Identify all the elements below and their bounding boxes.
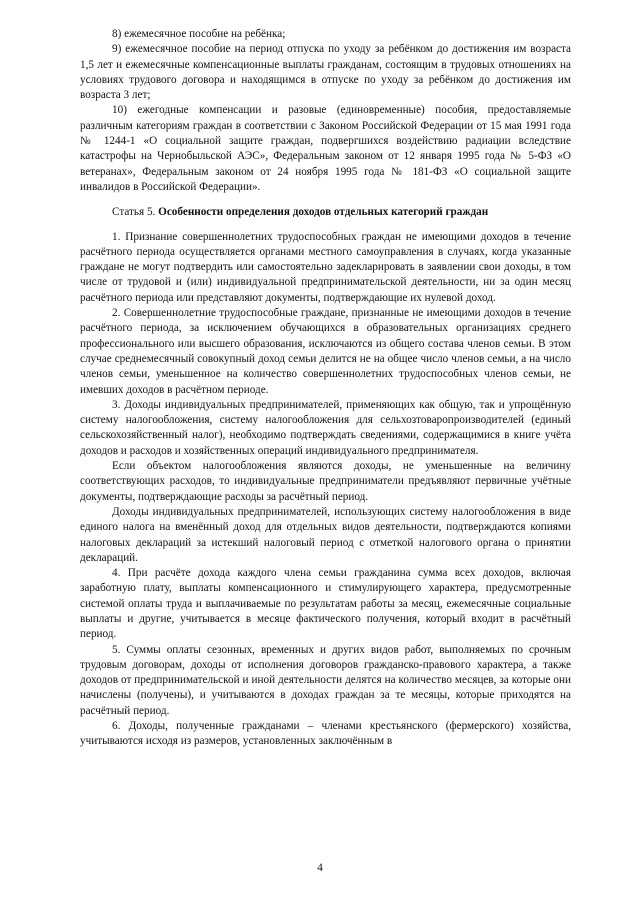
article-paragraph-3: 3. Доходы индивидуальных предпринимателей, применяющих как общую, так и упрощённую систему налогообложения, систему налогообложения для сельхозтоваропроизводителей (единый сельскохозяйственный налог), необходимо подтверждать сведениями, содержащимися в книге учёта доходов и расходов и хозяйственных операций индивидуального предпринимателя. [80, 398, 571, 457]
article-paragraph-3-cont-2: Доходы индивидуальных предпринимателей, использующих систему налогообложения в виде единого налога на вменённый доход для отдельных видов деятельности, подтверждаются копиями налоговых деклараций за истекший налоговый период с отметкой налогового органа о принятии деклараций. [80, 505, 571, 564]
article-paragraph-2: 2. Совершеннолетние трудоспособные граждане, признанные не имеющими доходов в течение расчётного периода, за исключением обучающихся в образовательных организациях среднего профессионального или высшего образования, исключаются из общего состава членов семьи. В этом случае среднемесячный совокупный доход семьи делится не на общее число членов семьи, а на число членов семьи, уменьшенное на количество совершеннолетних трудоспособных членов семьи, не имевших доходов в расчётном периоде. [80, 307, 571, 396]
list-item-9: 9) ежемесячное пособие на период отпуска по уходу за ребёнком до достижения им возраста 1,5 лет и ежемесячные компенсационные выплаты гражданам, состоящим в трудовых отношениях на условиях трудового договора и находящимся в отпуске по уходу за ребёнком до достижения им возраста 3 лет; [80, 43, 571, 102]
article-title: Особенности определения доходов отдельных категорий граждан [158, 206, 489, 219]
list-item-8: 8) ежемесячное пособие на ребёнка; [112, 28, 286, 40]
list-item-10: 10) ежегодные компенсации и разовые (единовременные) пособия, предоставляемые различным категориям граждан в соответствии с Законом Российской Федерации от 15 мая 1991 года № 1244-1 «О социальной защите граждан, подвергшихся воздействию радиации вследствие катастрофы на Чернобыльской АЭС», Федеральным законом от 12 января 1995 года № 5-ФЗ «О ветеранах», Федеральным законом от 24 ноября 1995 года № 181-ФЗ «О социальной защите инвалидов в Российской Федерации». [80, 104, 571, 193]
article-heading [80, 205, 571, 220]
article-prefix: Статья 5. [112, 206, 159, 219]
article-paragraph-1: 1. Признание совершеннолетних трудоспособных граждан не имеющими доходов в течение расчётного периода осуществляется органами местного самоуправления в случаях, когда указанные граждане не могут подтвердить или самостоятельно задекларировать в заявлении свои доходы, в том числе от трудовой и (или) индивидуальной предпринимательской деятельности, ни за один месяц расчётного периода или представляют документы, подтверждающие их нулевой доход. [80, 230, 571, 304]
article-paragraph-3-cont-1: Если объектом налогообложения являются доходы, не уменьшенные на величину соответствующих расходов, то индивидуальные предприниматели предъявляют первичные учётные документы, подтверждающие расходы за расчётный период. [80, 460, 571, 503]
article-paragraph-5: 5. Суммы оплаты сезонных, временных и других видов работ, выполняемых по срочным трудовым договорам, доходы от исполнения договоров гражданско-правового характера, а также доходов от предпринимательской и иной деятельности делятся на количество месяцев, за которые они начислены (получены), и учитываются в доходах граждан за те месяцы, которые приходятся на расчётный период. [80, 643, 571, 717]
article-paragraph-4: 4. При расчёте дохода каждого члена семьи гражданина сумма всех доходов, включая заработную плату, выплаты компенсационного и стимулирующего характера, предусмотренные системой оплаты труда и выплачиваемые по результатам работы за месяц, ежемесячные социальные выплаты и другие, учитывается в месяце фактического получения, который входит в расчётный период. [80, 567, 571, 641]
article-paragraph-6: 6. Доходы, полученные гражданами – членами крестьянского (фермерского) хозяйства, учитываются исходя из размеров, установленных заключённым в [80, 720, 571, 748]
page-number: 4 [317, 862, 323, 874]
